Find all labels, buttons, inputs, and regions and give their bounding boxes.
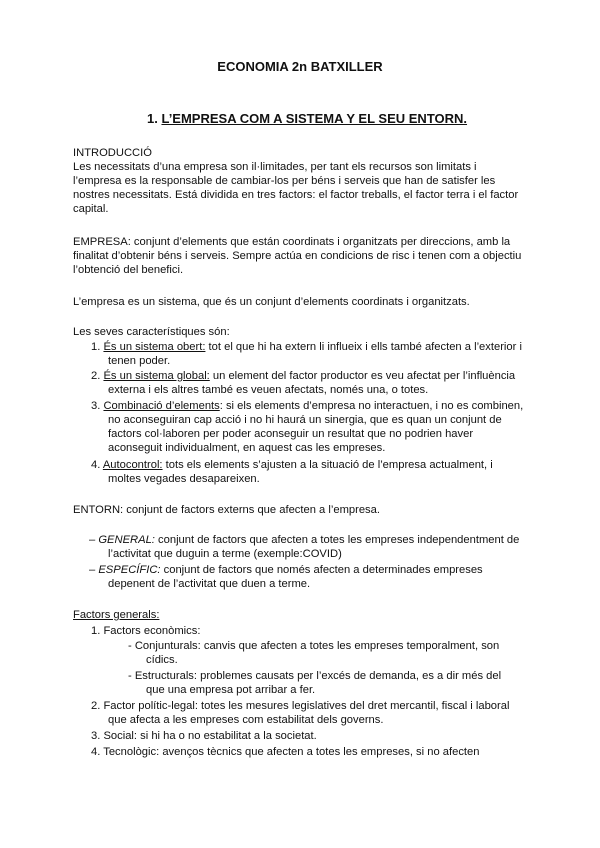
factors-heading: Factors generals: xyxy=(73,609,160,621)
intro-heading: INTRODUCCIÓ xyxy=(73,147,152,159)
section-title: L’EMPRESA COM A SISTEMA Y EL SEU ENTORN. xyxy=(161,111,468,126)
entorn-continuation: l’activitat que duguin a terme (exemple:COVID) xyxy=(108,548,342,560)
characteristic-term: És un sistema obert: xyxy=(103,341,206,353)
empresa-sistema-paragraph: L’empresa es un sistema, que és un conjunt d’elements coordinats i organitzats. xyxy=(73,296,470,308)
section-heading xyxy=(147,111,467,126)
intro-line: nostres necessitats. Está dividida en tres factors: el factor treballs, el factor terra i el factor xyxy=(73,189,519,201)
factor-subitem: - Estructurals: problemes causats per l’excés de demanda, es a dir més del xyxy=(128,670,502,682)
factor-item: 4. Tecnològic: avenços tècnics que afecten a totes les empreses, si no afecten xyxy=(91,746,480,758)
empresa-definition-line: EMPRESA: conjunt d’elements que están coordinats i organitzats per direccions, amb la xyxy=(73,236,511,248)
characteristic-continuation: moltes vegades desapareixen. xyxy=(108,473,260,485)
characteristic-item: 4. Autocontrol: tots els elements s’ajusten a la situació de l’empresa actualment, i xyxy=(91,459,493,471)
characteristic-continuation: no aconseguiran cap acció i no hi haurá un sinergia, que es quan un conjunt de xyxy=(108,414,502,426)
entorn-general-item: – GENERAL: conjunt de factors que afecten a totes les empreses independentment de xyxy=(89,534,520,546)
intro-line: capital. xyxy=(73,203,109,215)
factor-subitem-continuation: cídics. xyxy=(146,654,178,666)
characteristic-term: És un sistema global: xyxy=(103,370,210,382)
characteristic-term: Autocontrol: xyxy=(102,459,163,471)
intro-line: l’empresa es la responsable de cambiar-los per béns i serveis que han de satisfer les xyxy=(73,175,496,187)
factor-subitem: - Conjunturals: canvis que afecten a totes les empreses temporalment, son xyxy=(128,640,500,652)
entorn-term: ESPECÍFIC: xyxy=(98,564,161,576)
document-title: ECONOMIA 2n BATXILLER xyxy=(217,59,383,74)
characteristic-continuation: externa i els altres també es veuen afectats, només una, o totes. xyxy=(108,384,429,396)
factor-item: 3. Social: si hi ha o no estabilitat a la societat. xyxy=(91,730,317,742)
factor-subitem-continuation: que una empresa pot arribar a fer. xyxy=(146,684,316,696)
empresa-definition-line: l’obtenció del benefici. xyxy=(73,264,184,276)
characteristic-continuation: factors col·laboren per poder aconseguir un resultat que no podrien haver xyxy=(108,428,474,440)
characteristic-term: Combinació d’elements xyxy=(103,400,220,412)
factor-item: 2. Factor polític-legal: totes les mesures legislatives del dret mercantil, fiscal i laboral xyxy=(91,700,510,712)
section-number: 1. xyxy=(147,111,158,126)
entorn-especific-item: – ESPECÍFIC: conjunt de factors que només afecten a determinades empreses xyxy=(89,564,483,576)
characteristic-item: 1. És un sistema obert: tot el que hi ha extern li influeix i ells també afecten a l’exterior i xyxy=(91,341,522,353)
characteristic-item: 3. Combinació d’elements: si els elements d’empresa no interactuen, i no es combinen, xyxy=(91,400,524,412)
entorn-continuation: depenent de l’activitat que duen a terme. xyxy=(108,578,311,590)
entorn-term: GENERAL: xyxy=(98,534,155,546)
characteristic-item: 2. És un sistema global: un element del factor productor es veu afectat per l’influència xyxy=(91,370,516,382)
factor-item: 1. Factors econòmics: xyxy=(91,625,201,637)
intro-line: Les necessitats d’una empresa son il·limitades, per tant els recursos son limitats i xyxy=(73,161,477,173)
characteristic-continuation: tenen poder. xyxy=(108,355,171,367)
caracteristiques-intro: Les seves característiques són: xyxy=(73,326,230,338)
entorn-definition: ENTORN: conjunt de factors externs que afecten a l’empresa. xyxy=(73,504,380,516)
empresa-definition-line: finalitat d’obtenir béns i serveis. Sempre actúa en condicions de risc i tenen com a objectiu xyxy=(73,250,522,262)
factor-item-continuation: que afecta a les empreses com estabilitat dels governs. xyxy=(108,714,384,726)
characteristic-continuation: aconseguit individualment, en aquest cas les empreses. xyxy=(108,442,386,454)
